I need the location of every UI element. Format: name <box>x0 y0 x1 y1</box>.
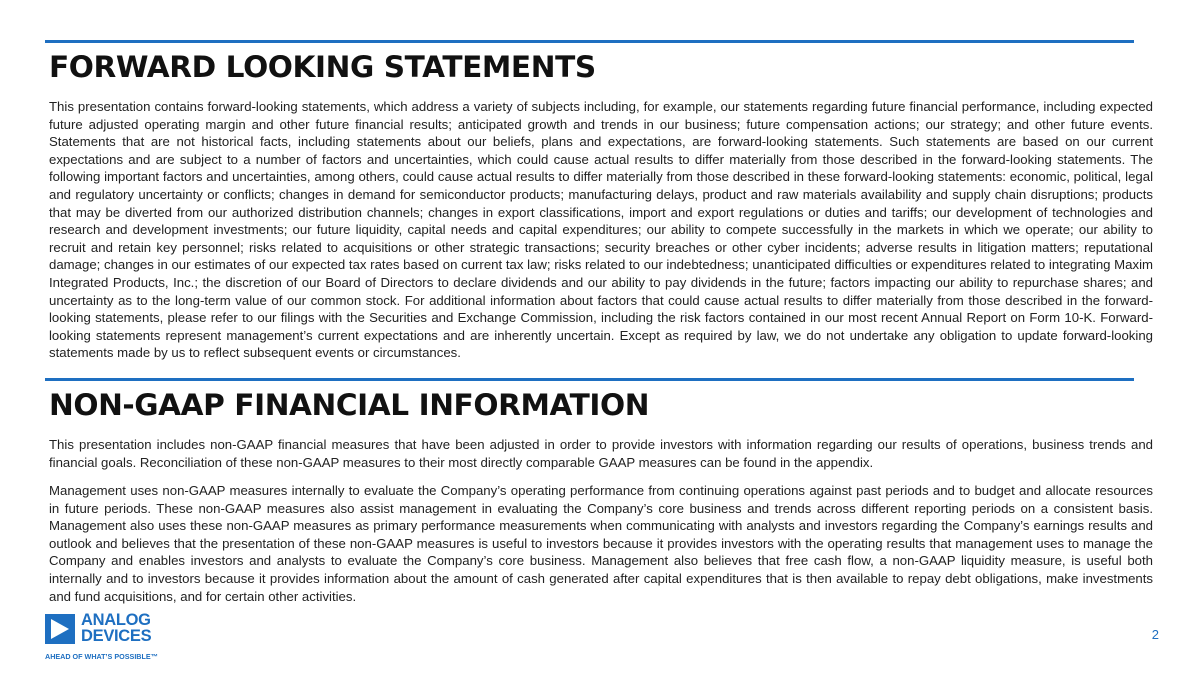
non-gaap-paragraph-1: This presentation includes non-GAAP financial measures that have been adjusted in order to provide investors with information regarding our results of operations, business trends and financial goals. Reconciliation of these non-GAAP measures to their most directly comparable GAAP measures can be found in the appendix. <box>49 437 1153 470</box>
forward-looking-heading: FORWARD LOOKING STATEMENTS <box>49 50 596 84</box>
forward-looking-body: This presentation contains forward-looking statements, which address a variety of subjects including, for example, our statements regarding future financial performance, including expected future adjusted operating margin and other future financial results; anticipated growth and trends in our business; future compensation actions; our strategy; and other future events. Statements that are not historical facts, including statements about our beliefs, plans and expectations, are forward-looking statements. Such statements are based on our current expectations and are subject to a number of factors and uncertainties, which could cause actual results to differ materially from those described in the forward-looking statements. The following important factors and uncertainties, among others, could cause actual results to differ materially from those described in these forward-looking statements: economic, political, legal and regulatory uncertainty or conflicts; changes in demand for semiconductor products; manufacturing delays, product and raw materials availability and supply chain disruptions; products that may be diverted from our authorized distribution channels; changes in export classifications, import and export regulations or duties and tariffs; our development of technologies and research and development investments; our future liquidity, capital needs and capital expenditures; our ability to compete successfully in the markets in which we operate; our ability to recruit and retain key personnel; risks related to acquisitions or other strategic transactions; security breaches or other cyber incidents; adverse results in litigation matters; reputational damage; changes in our estimates of our expected tax rates based on current tax law; risks related to our indebtedness; unanticipated difficulties or expenditures related to integrating Maxim Integrated Products, Inc.; the discretion of our Board of Directors to declare dividends and our ability to pay dividends in the future; factors impacting our ability to repurchase shares; and uncertainty as to the long-term value of our common stock. For additional information about factors that could cause actual results to differ materially from those described in the forward-looking statements, please refer to our filings with the Securities and Exchange Commission, including the risk factors contained in our most recent Annual Report on Form 10-K. Forward-looking statements represent management’s current expectations and are inherently uncertain. Except as required by law, we do not undertake any obligation to update forward-looking statements made by us to reflect subsequent events or circumstances. <box>49 99 1153 361</box>
non-gaap-paragraph-2: Management uses non-GAAP measures internally to evaluate the Company’s operating performance from continuing operations against past periods and to budget and allocate resources in future periods. These non-GAAP measures also assist management in evaluating the Company’s core business and trends across different reporting periods on a consistent basis. Management also uses these non-GAAP measures as primary performance measurements when communicating with analysts and investors regarding the Company’s earnings results and outlook and believes that the presentation of these non-GAAP measures is useful to investors because it provides investors with the operating results that management uses to manage the Company and enables investors and analysts to evaluate the Company’s core business. Management also believes that free cash flow, a non-GAAP liquidity measure, is useful both internally and to investors because it provides information about the amount of cash generated after capital expenditures that is then available to repay debt obligations, make investments and fund acquisitions, and for certain other activities. <box>49 483 1153 604</box>
logo-triangle-icon <box>45 614 75 644</box>
logo-wordmark <box>81 612 151 644</box>
non-gaap-heading: NON-GAAP FINANCIAL INFORMATION <box>49 388 650 422</box>
analog-devices-logo <box>45 612 175 662</box>
logo-line-1: ANALOG <box>81 611 151 629</box>
middle-divider <box>45 378 1134 381</box>
top-divider <box>45 40 1134 43</box>
logo-tagline: AHEAD OF WHAT’S POSSIBLE™ <box>45 652 158 661</box>
page-number: 2 <box>1151 627 1159 642</box>
logo-line-2: DEVICES <box>81 627 152 645</box>
